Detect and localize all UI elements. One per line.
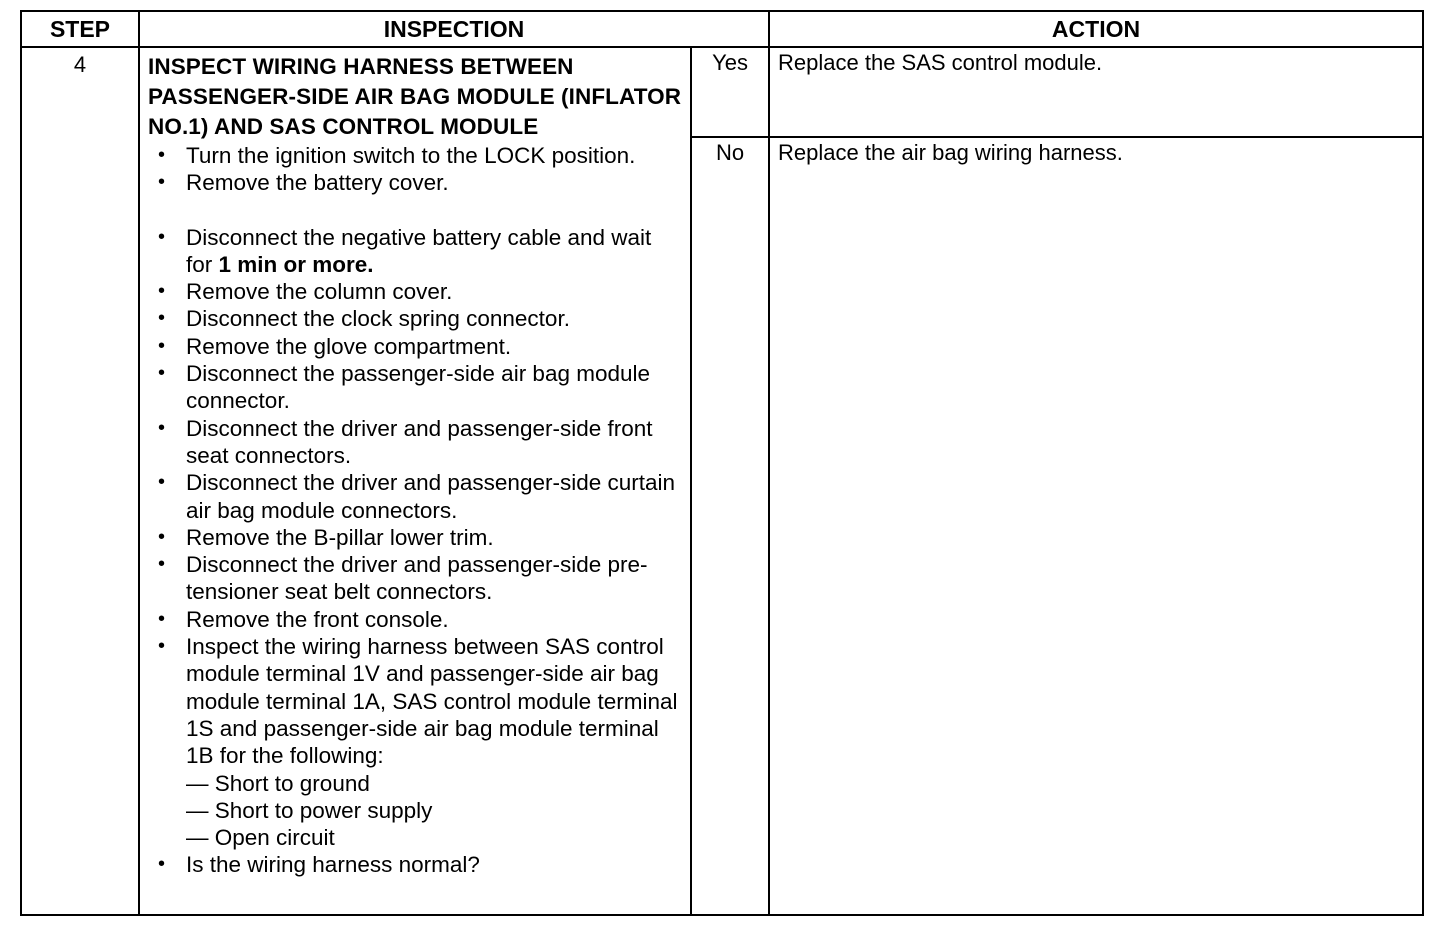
list-item: • Remove the battery cover. bbox=[148, 169, 682, 196]
no-action: Replace the air bag wiring harness. bbox=[769, 137, 1423, 915]
yes-row bbox=[21, 47, 1423, 137]
header-inspection: INSPECTION bbox=[139, 11, 769, 47]
sub-item: — Open circuit bbox=[186, 825, 335, 851]
list-item: • Inspect the wiring harness between SAS control module terminal 1V and passenger-side air bag module terminal 1A, SAS control module terminal 1S and passenger-side air bag module terminal 1B for the following: — Short to ground — Short to power supply — Open circuit bbox=[148, 633, 682, 851]
list-item: • Disconnect the clock spring connector. bbox=[148, 305, 682, 332]
list-item: • Disconnect the negative battery cable and wait for 1 min or more. bbox=[148, 224, 682, 279]
list-item: • Remove the glove compartment. bbox=[148, 333, 682, 360]
step-number: 4 bbox=[21, 47, 139, 915]
list-item: • Disconnect the driver and passenger-side pre-tensioner seat belt connectors. bbox=[148, 551, 682, 606]
list-item: • Disconnect the driver and passenger-side curtain air bag module connectors. bbox=[148, 469, 682, 524]
list-item: • Turn the ignition switch to the LOCK position. bbox=[148, 142, 682, 169]
no-label: No bbox=[691, 137, 769, 915]
inspection-table bbox=[20, 10, 1424, 916]
list-item: • Remove the B-pillar lower trim. bbox=[148, 524, 682, 551]
header-action: ACTION bbox=[769, 11, 1423, 47]
inspection-title: INSPECT WIRING HARNESS BETWEEN PASSENGER-SIDE AIR BAG MODULE (INFLATOR NO.1) AND SAS CONTROL MODULE bbox=[148, 54, 682, 139]
list-item: • Disconnect the passenger-side air bag module connector. bbox=[148, 360, 682, 415]
list-item: • Remove the column cover. bbox=[148, 278, 682, 305]
list-item: • Is the wiring harness normal? bbox=[148, 851, 682, 878]
sub-item: — Short to power supply bbox=[186, 797, 433, 823]
inspection-cell bbox=[139, 47, 691, 915]
list-item: • Remove the front console. bbox=[148, 606, 682, 633]
list-item: • Disconnect the driver and passenger-side front seat connectors. bbox=[148, 415, 682, 470]
yes-label: Yes bbox=[691, 47, 769, 137]
header-row bbox=[21, 11, 1423, 47]
inspection-steps bbox=[148, 142, 682, 879]
yes-action: Replace the SAS control module. bbox=[769, 47, 1423, 137]
sub-item: — Short to ground bbox=[186, 770, 370, 796]
header-step: STEP bbox=[21, 11, 139, 47]
